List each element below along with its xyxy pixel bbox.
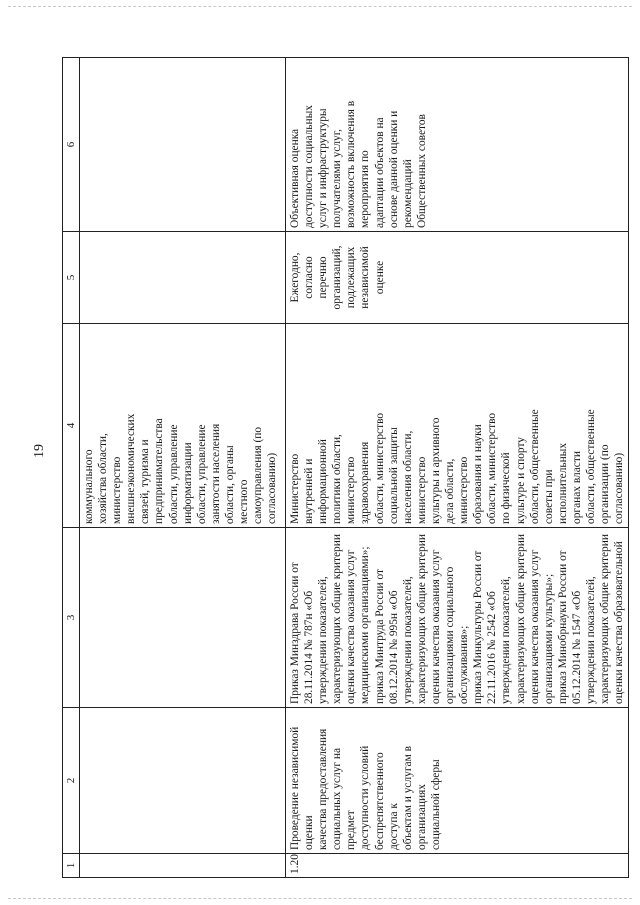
continuation-basis-cell: [80, 528, 286, 708]
continuation-event-cell: [80, 708, 286, 854]
continuation-row: [80, 58, 286, 878]
executors-cell: Министерство внутренней и информационной политики области, министерство здравоохранения области, министерство социальной защиты населения области, министерство культуры и архивного дела области, министерство образования и науки области, министерство по физической культуре и спорту области, общественные советы при исполнительных органах власти области, общественные организации (по согласованию): [286, 324, 629, 528]
table-row: [286, 58, 629, 878]
event-cell: Проведение независимой оценки качества предоставления социальных услуг на предмет доступности условий беспрепятственного доступа к объектам и услугам в организациях социальной сферы: [286, 708, 629, 854]
column-header-1: 1: [63, 854, 80, 878]
page-top-edge: [8, 6, 632, 7]
column-header-5: 5: [63, 232, 80, 324]
continuation-result-cell: [80, 58, 286, 232]
basis-cell: Приказ Минздрава России от 28.11.2014 № 787н «Об утверждении показателей, характеризующих общие критерии оценки качества оказания услуг медицинскими организациями»; приказ Минтруда России от 08.12.2014 № 995н «Об утверждении показателей, характеризующих общие критерии оценки качества оказания услуг организациями социального обслуживания»; приказ Минкультуры России от 22.11.2016 № 2542 «Об утверждении показателей, характеризующих общие критерии оценки качества оказания услуг организациями культуры»; приказ Минобрнауки России от 05.12.2014 № 1547 «Об утверждении показателей, характеризующих общие критерии оценки качества образовательной: [286, 528, 629, 708]
continuation-deadline-cell: [80, 232, 286, 324]
column-header-6: 6: [63, 58, 80, 232]
page-bottom-edge: [8, 898, 632, 899]
deadline-cell: Ежегодно, согласно перечню организаций, подлежащих независимой оценке: [286, 232, 629, 324]
column-header-2: 2: [63, 708, 80, 854]
column-header-3: 3: [63, 528, 80, 708]
result-cell: Объективная оценка доступности социальных услуг и инфраструктуры получателями услуг, возможность включения в мероприятия по адаптации объектов на основе данной оценки и рекомендаций Общественных советов: [286, 58, 629, 232]
continuation-executors-cell: коммунального хозяйства области, министерство внешнеэкономических связей, туризма и предпринимательства области, управление информатизации области, управление занятости населения области, органы местного самоуправления (по согласованию): [80, 324, 286, 528]
rotated-table-container: [62, 58, 626, 878]
continuation-num-cell: [80, 854, 286, 878]
measures-table: [62, 57, 629, 878]
page-number: 19: [32, 444, 47, 458]
column-header-4: 4: [63, 324, 80, 528]
row-number: 1.20: [286, 854, 629, 878]
column-number-row: [63, 58, 80, 878]
